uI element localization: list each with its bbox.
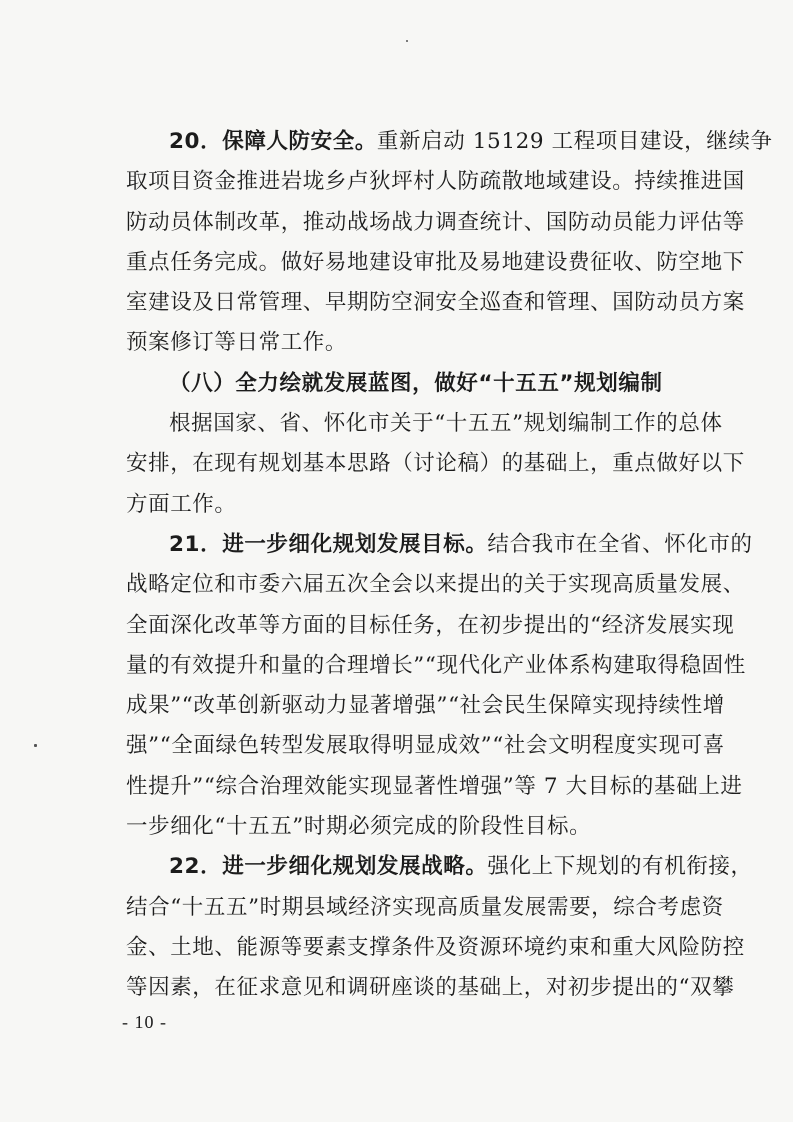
paragraph-line: 等因素，在征求意见和调研座谈的基础上，对初步提出的“双攀 [126, 975, 735, 1001]
item-heading: 21．进一步细化规划发展目标。 [169, 531, 488, 557]
paragraph-line: 根据国家、省、怀化市关于“十五五”规划编制工作的总体 [169, 411, 723, 437]
line-text: 重新启动 15129 工程项目建设，继续争 [376, 129, 773, 154]
paragraph-line: 方面工作。 [126, 491, 237, 517]
paragraph-line: 强”“全面绿色转型发展取得明显成效”“社会文明程度实现可喜 [126, 733, 725, 759]
paragraph-line [126, 847, 753, 887]
paragraph-line: 防动员体制改革，推动战场战力调查统计、国防动员能力评估等 [126, 209, 745, 235]
scan-speck [34, 744, 37, 747]
line-text: 强化上下规划的有机衔接， [487, 854, 753, 880]
paragraph-line: 金、土地、能源等要素支撑条件及资源环境约束和重大风险防控 [126, 934, 745, 960]
line-text: 结合我市在全省、怀化市的 [487, 531, 753, 557]
paragraph-line: 成果”“改革创新驱动力显著增强”“社会民生保障实现持续性增 [126, 693, 725, 719]
paragraph-line [126, 122, 773, 162]
paragraph-line: 取项目资金推进岩垅乡卢狄坪村人防疏散地域建设。持续推进国 [126, 169, 745, 195]
paragraph-line: 战略定位和市委六届五次全会以来提出的关于实现高质量发展、 [126, 572, 745, 598]
paragraph-line: 结合“十五五”时期县域经济实现高质量发展需要，综合考虑资 [126, 894, 724, 920]
item-heading: 22．进一步细化规划发展战略。 [169, 854, 488, 880]
paragraph-line: 全面深化改革等方面的目标任务，在初步提出的“经济发展实现 [126, 612, 735, 638]
paragraph-line: 室建设及日常管理、早期防空洞安全巡查和管理、国防动员方案 [126, 290, 745, 316]
scan-speck [406, 40, 408, 42]
page-number: - 10 - [122, 1012, 167, 1032]
paragraph-line: 安排，在现有规划基本思路（讨论稿）的基础上，重点做好以下 [126, 451, 745, 477]
body-text [126, 122, 773, 1009]
paragraph-line [126, 525, 753, 565]
paragraph-line: 性提升”“综合治理效能实现显著性增强”等 7 大目标的基础上进 [126, 773, 743, 799]
paragraph-line: 一步细化“十五五”时期必须完成的阶段性目标。 [126, 814, 592, 840]
item-heading: 20．保障人防安全。 [169, 129, 377, 154]
paragraph-line: 重点任务完成。做好易地建设审批及易地建设费征收、防空地下 [126, 249, 745, 275]
section-heading: （八）全力绘就发展蓝图，做好“十五五”规划编制 [169, 370, 663, 396]
paragraph-line: 预案修订等日常工作。 [126, 330, 348, 356]
paragraph-line: 量的有效提升和量的合理增长”“现代化产业体系构建取得稳固性 [126, 652, 746, 678]
